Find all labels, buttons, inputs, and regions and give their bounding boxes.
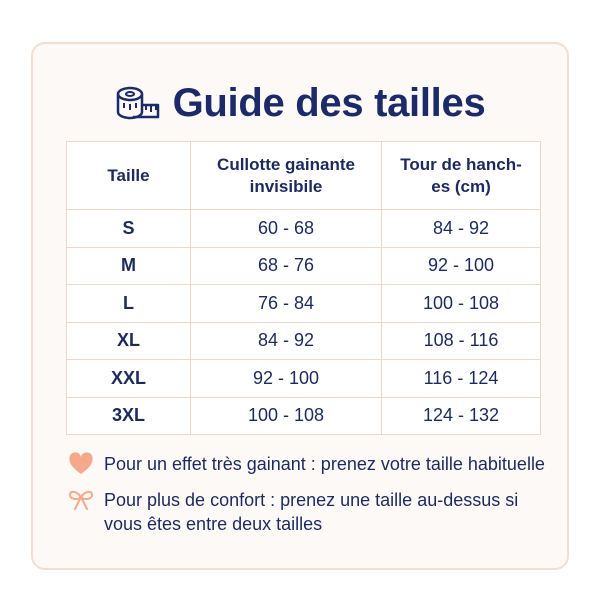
hip-cell: 100 - 108 (382, 285, 541, 323)
hip-cell: 124 - 132 (382, 397, 541, 435)
tip-text: Pour un effet très gainant : prenez votre taille habituelle (104, 454, 545, 474)
table-row (67, 210, 541, 248)
table-row (67, 322, 541, 360)
size-table (66, 141, 541, 435)
tips-list (68, 452, 548, 548)
measuring-tape-icon (115, 83, 161, 123)
table-row (67, 397, 541, 435)
shapewear-cell: 60 - 68 (191, 210, 382, 248)
table-row (67, 360, 541, 398)
page-title: Guide des tailles (172, 80, 486, 125)
size-cell: 3XL (67, 397, 191, 435)
hip-cell: 84 - 92 (382, 210, 541, 248)
shapewear-cell: 76 - 84 (191, 285, 382, 323)
hip-cell: 92 - 100 (382, 247, 541, 285)
shapewear-cell: 84 - 92 (191, 322, 382, 360)
header-size: Taille (67, 142, 191, 210)
table-row (67, 285, 541, 323)
hip-cell: 108 - 116 (382, 322, 541, 360)
size-cell: M (67, 247, 191, 285)
tip-text: Pour plus de confort : prenez une taille au-dessus si vous êtes entre deux tailles (104, 490, 519, 534)
bow-icon (68, 488, 94, 512)
shapewear-cell: 92 - 100 (191, 360, 382, 398)
shapewear-cell: 100 - 108 (191, 397, 382, 435)
heart-icon (68, 452, 94, 476)
header-hip: Tour de hanch-es (cm) (382, 142, 541, 210)
size-cell: XXL (67, 360, 191, 398)
hip-cell: 116 - 124 (382, 360, 541, 398)
size-cell: S (67, 210, 191, 248)
tip-item (68, 452, 548, 476)
size-guide-card (31, 42, 569, 570)
title-row (33, 74, 567, 132)
shapewear-cell: 68 - 76 (191, 247, 382, 285)
size-cell: L (67, 285, 191, 323)
tip-item (68, 488, 548, 536)
table-header-row (67, 142, 541, 210)
size-cell: XL (67, 322, 191, 360)
table-row (67, 247, 541, 285)
header-shapewear: Cullotte gainante invisibile (191, 142, 382, 210)
